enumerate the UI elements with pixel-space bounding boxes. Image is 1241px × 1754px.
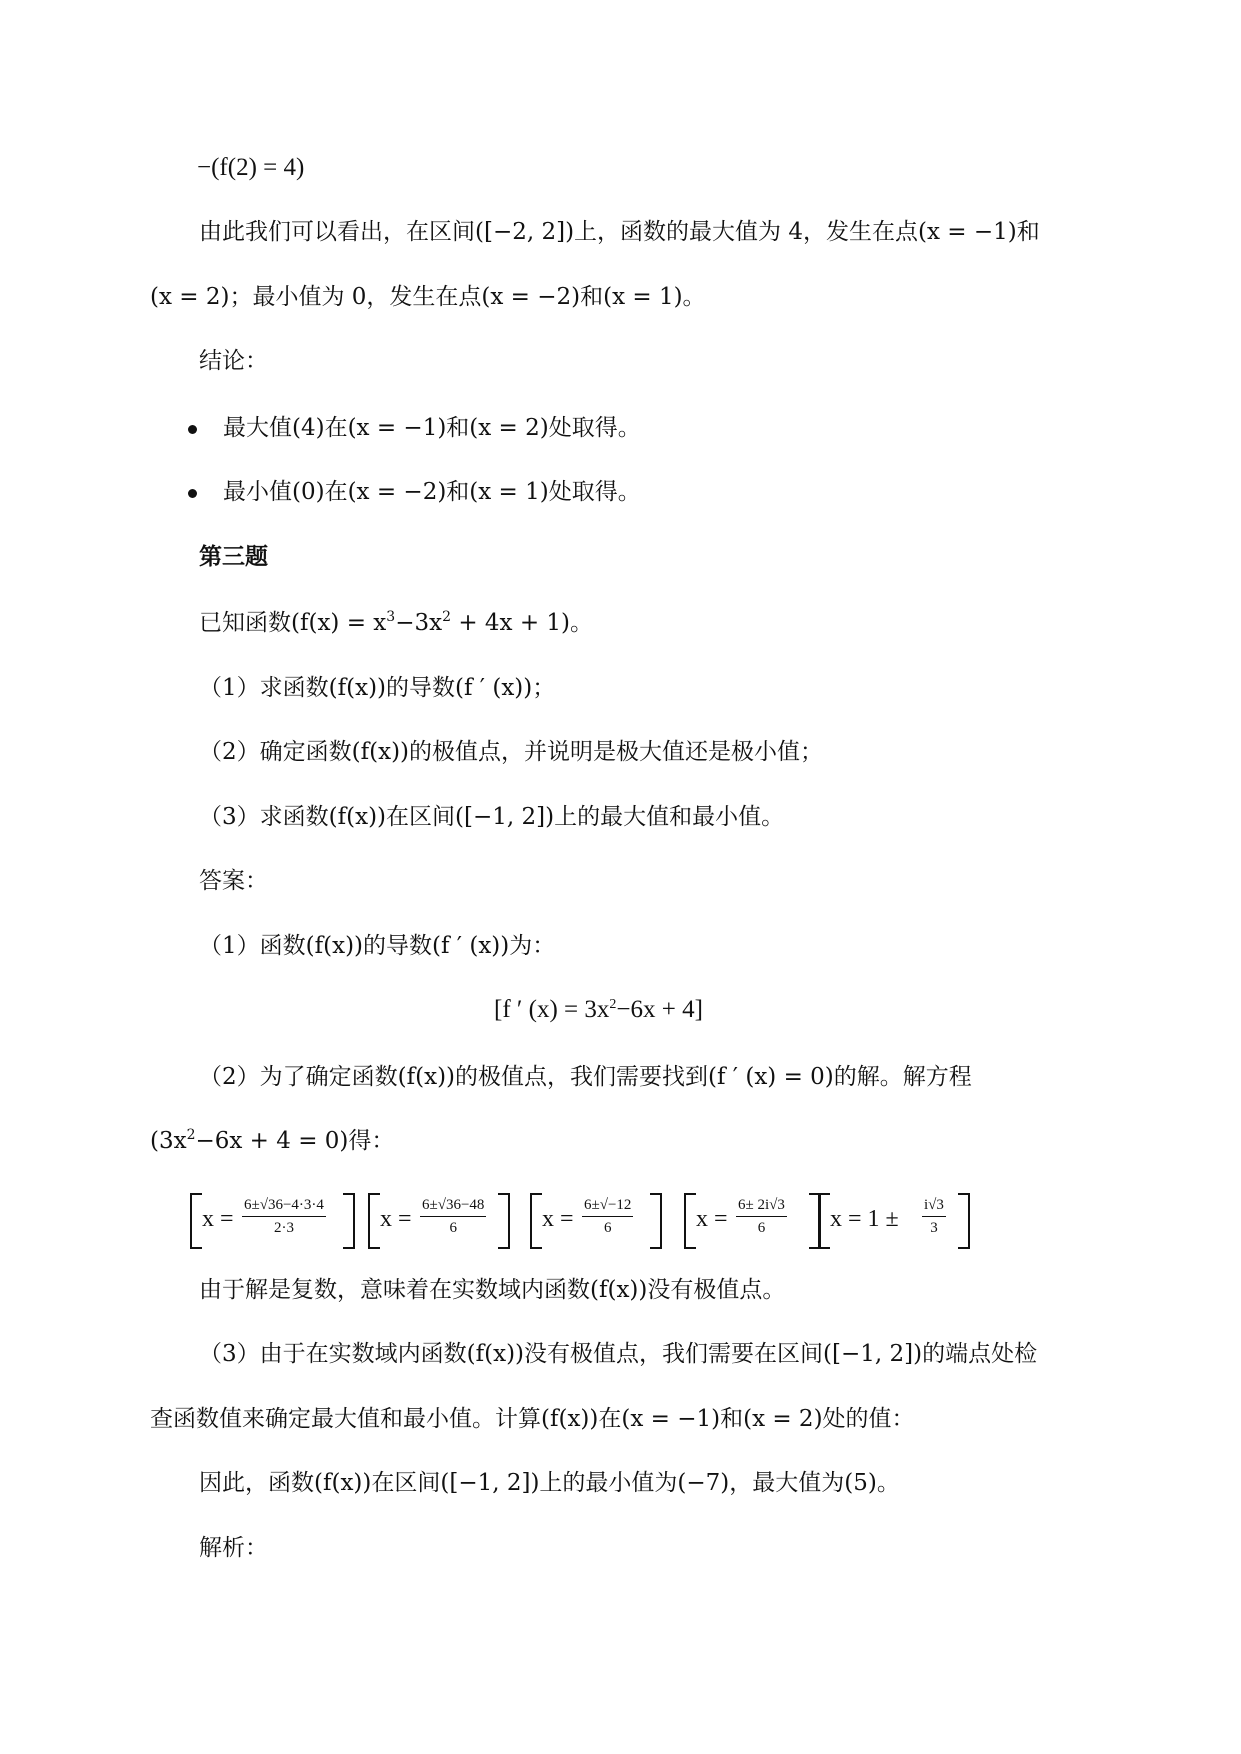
conclusion-item-min: 最小值(0)在(x = −2)和(x = 1)处取得。 — [223, 479, 641, 505]
fraction-denominator: 6 — [603, 1220, 612, 1236]
fraction-denominator: 2·3 — [273, 1220, 294, 1236]
fraction — [582, 1196, 633, 1238]
question-2: （2）确定函数(f(x))的极值点，并说明是极大值还是极小值； — [199, 739, 824, 765]
fraction-numerator: 6±√36−48 — [420, 1196, 486, 1217]
line-f2: −(f(2) = 4) — [197, 154, 305, 181]
equation-lhs: x = 1 ± — [830, 1206, 899, 1232]
fraction — [922, 1196, 946, 1238]
problem-statement: 已知函数$(f(x) = x^3-3x^2 + 4x + 1)$。 — [199, 609, 594, 636]
right-bracket — [958, 1193, 970, 1249]
conclusion-item-max: 最大值(4)在(x = −1)和(x = 2)处取得。 — [223, 415, 641, 441]
left-bracket — [190, 1193, 202, 1249]
right-bracket — [650, 1193, 662, 1249]
left-bracket — [368, 1193, 380, 1249]
equation-lhs: x = — [380, 1206, 412, 1232]
conclusion-heading: 结论： — [199, 348, 268, 374]
question-1: （1）求函数(f(x))的导数(f ′ (x))； — [199, 675, 556, 701]
equation-lhs: x = — [202, 1206, 234, 1232]
right-bracket — [343, 1193, 355, 1249]
problem-three-heading: 第三题 — [199, 543, 268, 570]
fraction-numerator: 6±√−12 — [582, 1196, 633, 1217]
quadratic-solution-row — [190, 1193, 970, 1251]
answer-heading: 答案： — [199, 868, 268, 894]
complex-roots-note: 由于解是复数，意味着在实数域内函数(f(x))没有极值点。 — [199, 1277, 786, 1303]
left-bracket — [818, 1193, 830, 1249]
paragraph-max-min-2: (x = 2)；最小值为 0，发生在点(x = −2)和(x = 1)。 — [150, 284, 706, 310]
fraction-numerator: 6±√36−4·3·4 — [242, 1196, 326, 1217]
fraction — [242, 1196, 326, 1238]
left-bracket — [530, 1193, 542, 1249]
right-bracket — [498, 1193, 510, 1249]
fraction-denominator: 6 — [449, 1220, 457, 1236]
answer-2-para-1: （2）为了确定函数(f(x))的极值点，我们需要找到(f ′ (x) = 0)的解。解方程 — [199, 1064, 972, 1090]
analysis-heading: 解析： — [199, 1535, 268, 1561]
left-bracket — [684, 1193, 696, 1249]
fraction-numerator: i√3 — [922, 1196, 946, 1217]
equation-lhs: x = — [696, 1206, 728, 1232]
answer-3-conclusion: 因此，函数(f(x))在区间([−1, 2])上的最小值为(−7)，最大值为(5)。 — [199, 1470, 900, 1496]
answer-3-para-1: （3）由于在实数域内函数(f(x))没有极值点，我们需要在区间([−1, 2])的端点处检 — [199, 1341, 1038, 1367]
answer-2-para-2: $(3x^2-6x + 4 = 0)$得： — [150, 1127, 395, 1154]
fraction-denominator: 3 — [930, 1220, 938, 1236]
fraction-denominator: 6 — [757, 1220, 766, 1236]
paragraph-max-min-1: 由此我们可以看出，在区间([−2, 2])上，函数的最大值为 4，发生在点(x = −1)和 — [199, 219, 1040, 245]
bullet-icon — [188, 489, 197, 498]
fraction — [420, 1196, 486, 1238]
equation-lhs: x = — [542, 1206, 574, 1232]
answer-3-para-2: 查函数值来确定最大值和最小值。计算(f(x))在(x = −1)和(x = 2)处的值： — [150, 1406, 915, 1432]
derivative-equation: [f ′ $(x) = 3x^2-6x + 4$] — [494, 996, 703, 1023]
bullet-icon — [188, 425, 197, 434]
fraction — [736, 1196, 787, 1238]
fraction-numerator: 6± 2i√3 — [736, 1196, 787, 1217]
question-3: （3）求函数(f(x))在区间([−1, 2])上的最大值和最小值。 — [199, 804, 785, 830]
answer-1-intro: （1）函数(f(x))的导数(f ′ (x))为： — [199, 933, 556, 959]
